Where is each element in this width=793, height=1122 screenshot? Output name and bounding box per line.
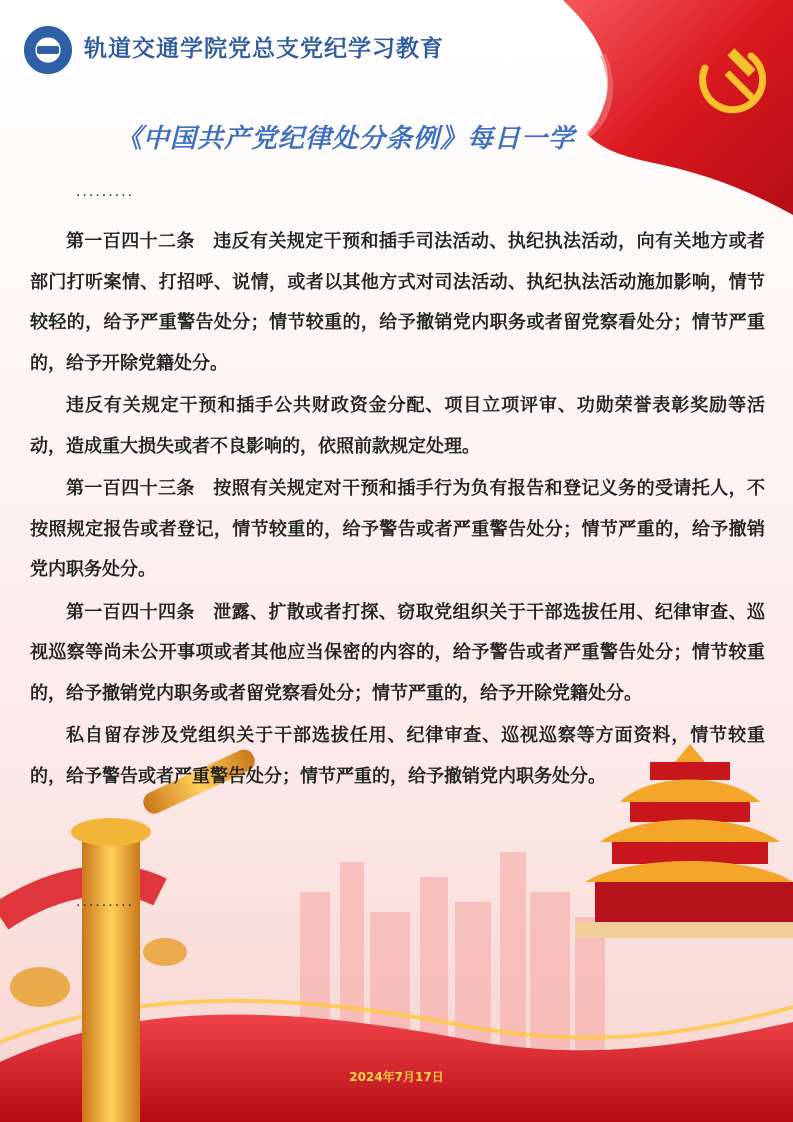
- paragraph: 违反有关规定干预和插手公共财政资金分配、项目立项评审、功勋荣誉表彰奖励等活动，造成重大损失或者不良影响的，依照前款规定处理。: [30, 395, 765, 457]
- party-flag: [493, 0, 793, 215]
- paragraph: 第一百四十三条 按照有关规定对干预和插手行为负有报告和登记义务的受请托人，不按照规定报告或者登记，情节较重的，给予警告或者严重警告处分；情节严重的，给予撤销党内职务处分。: [30, 478, 765, 580]
- paragraph: 第一百四十二条 违反有关规定干预和插手司法活动、执纪执法活动，向有关地方或者部门打听案情、打招呼、说情，或者以其他方式对司法活动、执纪执法活动施加影响，情节较轻的，给予严重警告处分；情节较重的，给予撤销党内职务或者留党察看处分；情节严重的，给予开除党籍处分。: [30, 231, 765, 374]
- ellipsis-bottom: ·········: [76, 898, 135, 914]
- ellipsis-top: ·········: [76, 188, 135, 204]
- paragraph: 私自留存涉及党组织关于干部选拔任用、纪律审查、巡视巡察等方面资料，情节较重的，给予警告或者严重警告处分；情节严重的，给予撤销党内职务处分。: [30, 725, 765, 787]
- college-logo: [24, 26, 72, 74]
- decorative-scene: [0, 742, 793, 1122]
- paragraph: 第一百四十四条 泄露、扩散或者打探、窃取党组织关于干部选拔任用、纪律审查、巡视巡察等尚未公开事项或者其他应当保密的内容的，给予警告或者严重警告处分；情节较重的，给予撤销党内职务或者留党察看处分；情节严重的，给予开除党籍处分。: [30, 601, 765, 704]
- org-name: 轨道交通学院党总支党纪学习教育: [84, 36, 444, 62]
- article-body: [30, 222, 765, 797]
- page-title: 《中国共产党纪律处分条例》每日一学: [116, 124, 576, 154]
- publish-date: 2024年7月17日: [349, 1070, 444, 1084]
